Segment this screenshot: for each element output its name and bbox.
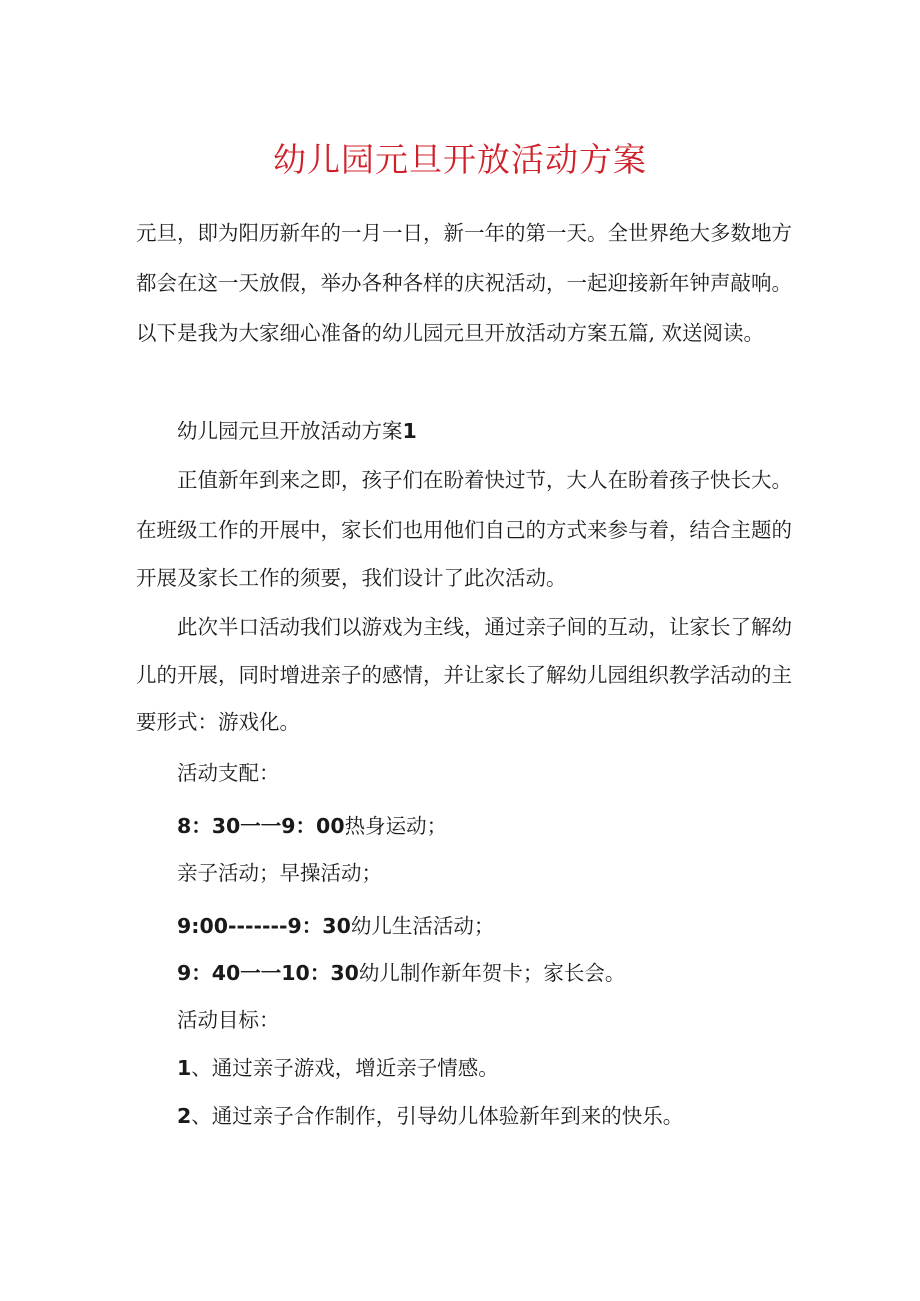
para2-line-2: 儿的开展，同时增进亲子的感情，并让家长了解幼儿园组织教学活动的主 (136, 663, 792, 687)
section-heading-number: 1 (402, 419, 417, 443)
schedule-time: 8：30一一9：00 (177, 814, 345, 838)
para2-line-3: 要形式：游戏化。 (136, 710, 300, 734)
goal-number: 1 (177, 1056, 192, 1080)
goals-heading: 活动目标： (177, 1008, 280, 1032)
para1-line-3: 开展及家长工作的须要，我们设计了此次活动。 (136, 566, 567, 590)
schedule-text: 幼儿生活活动； (350, 914, 495, 938)
intro-line-3: 以下是我为大家细心准备的幼儿园元旦开放活动方案五篇, 欢送阅读。 (136, 321, 765, 345)
document-title: 幼儿园元旦开放活动方案 (273, 140, 647, 179)
schedule-text: 亲子活动；早操活动； (177, 861, 382, 885)
goal-item-1 (177, 1053, 837, 1083)
schedule-item-4 (177, 958, 837, 988)
para2-line-1: 此次半口活动我们以游戏为主线，通过亲子间的互动，让家长了解幼 (177, 615, 792, 639)
intro-line-1: 元旦，即为阳历新年的一月一日，新一年的第一天。全世界绝大多数地方 (136, 221, 792, 245)
goal-number: 2 (177, 1104, 192, 1128)
schedule-text: 热身运动； (344, 814, 448, 838)
goal-text: 、通过亲子合作制作，引导幼儿体验新年到来的快乐。 (191, 1104, 684, 1128)
goal-item-2 (177, 1101, 837, 1131)
schedule-time: 9:00-------9：30 (177, 914, 351, 938)
schedule-heading: 活动支配： (177, 761, 280, 785)
section-heading (177, 416, 837, 446)
schedule-item-3 (177, 911, 837, 941)
para1-line-2: 在班级工作的开展中，家长们也用他们自己的方式来参与着，结合主题的 (136, 518, 792, 542)
para1-line-1: 正值新年到来之即，孩子们在盼着快过节，大人在盼着孩子快长大。 (177, 468, 792, 492)
schedule-item-1 (177, 811, 837, 841)
schedule-time: 9：40一一10：30 (177, 961, 359, 985)
goal-text: 、通过亲子游戏，增近亲子情感。 (191, 1056, 499, 1080)
section-heading-text: 幼儿园元旦开放活动方案 (177, 419, 403, 443)
schedule-item-2 (177, 858, 837, 888)
intro-line-2: 都会在这一天放假，举办各种各样的庆祝活动，一起迎接新年钟声敲响。 (136, 271, 792, 295)
schedule-text: 幼儿制作新年贺卡；家长会。 (358, 961, 626, 985)
